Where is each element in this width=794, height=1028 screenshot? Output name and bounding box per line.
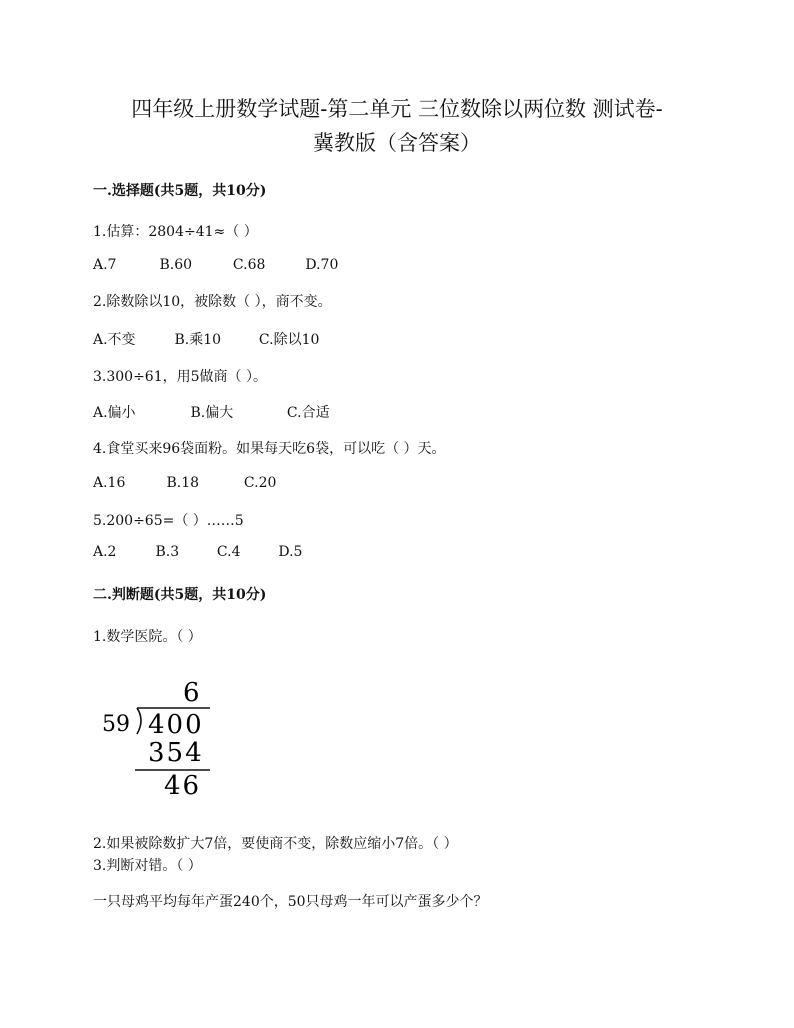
question-1-5-options bbox=[93, 544, 302, 560]
option-c: C.4 bbox=[216, 544, 241, 560]
page-title-line-2: 冀教版（含答案） bbox=[313, 131, 481, 155]
question-1-4-options bbox=[93, 475, 276, 491]
option-c: C.68 bbox=[232, 257, 266, 273]
division-dividend: 400 bbox=[148, 710, 204, 740]
option-a: A.偏小 bbox=[93, 405, 136, 421]
question-2-3-detail: 一只母鸡平均每年产蛋240个，50只母鸡一年可以产蛋多少个？ bbox=[93, 894, 488, 910]
option-b: B.3 bbox=[155, 544, 180, 560]
question-1-2: 2.除数除以10，被除数（ ），商不变。 bbox=[93, 294, 332, 310]
option-a: A.不变 bbox=[93, 332, 136, 348]
option-a: A.16 bbox=[93, 475, 126, 491]
option-d: D.5 bbox=[278, 544, 303, 560]
option-c: C.合适 bbox=[286, 405, 330, 421]
question-2-2: 2.如果被除数扩大7倍，要使商不变，除数应缩小7倍。（ ） bbox=[93, 836, 458, 852]
option-c: C.除以10 bbox=[258, 332, 320, 348]
division-remainder: 46 bbox=[164, 771, 202, 800]
option-d: D.70 bbox=[305, 257, 339, 273]
question-1-3-options bbox=[93, 402, 330, 422]
option-c: C.20 bbox=[243, 475, 277, 491]
question-2-1: 1.数学医院。（ ） bbox=[93, 629, 202, 645]
option-b: B.偏大 bbox=[190, 405, 234, 421]
question-1-3: 3.300÷61，用5做商（ ）。 bbox=[93, 369, 267, 385]
question-1-1-options bbox=[93, 257, 338, 273]
option-b: B.60 bbox=[159, 257, 193, 273]
page-title-line-1: 四年级上册数学试题-第二单元 三位数除以两位数 测试卷- bbox=[131, 97, 663, 121]
question-2-3: 3.判断对错。（ ） bbox=[93, 858, 202, 874]
option-b: B.18 bbox=[166, 475, 200, 491]
question-1-2-options bbox=[93, 329, 319, 349]
division-product: 354 bbox=[148, 738, 204, 768]
section-1-heading: 一.选择题(共5题，共10分) bbox=[93, 183, 267, 199]
option-a: A.7 bbox=[93, 257, 117, 273]
question-1-5: 5.200÷65=（ ）……5 bbox=[93, 513, 244, 529]
option-b: B.乘10 bbox=[174, 332, 222, 348]
question-1-4: 4.食堂买来96袋面粉。如果每天吃6袋，可以吃（ ）天。 bbox=[93, 441, 446, 457]
division-quotient: 6 bbox=[183, 678, 200, 708]
question-1-1: 1.估算：2804÷41≈（ ） bbox=[93, 224, 258, 240]
division-divisor: 59 bbox=[102, 712, 130, 737]
long-division-figure bbox=[100, 676, 220, 800]
section-2-heading: 二.判断题(共5题，共10分) bbox=[93, 587, 267, 603]
option-a: A.2 bbox=[93, 544, 117, 560]
division-bracket bbox=[137, 708, 141, 734]
